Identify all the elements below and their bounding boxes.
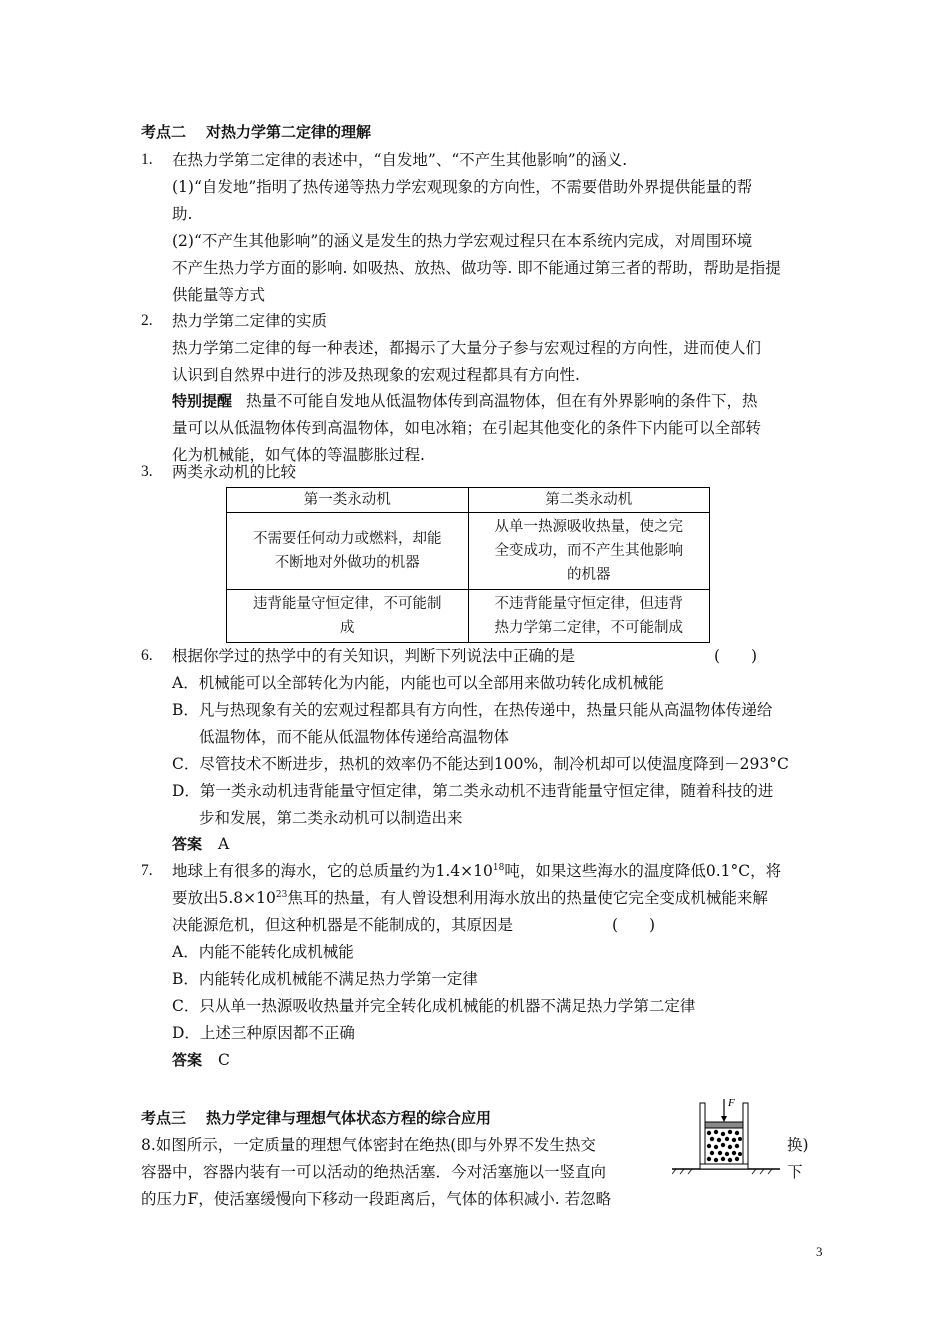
- container-right-wall: [743, 1103, 748, 1169]
- paragraph-line: 化为机械能，如气体的等温膨胀过程.: [172, 446, 425, 464]
- question-stem-line: 决能源危机，但这种机器是不能制成的，其原因是: [172, 916, 514, 934]
- force-arrowhead: [721, 1116, 727, 1122]
- answer-value: C: [218, 1051, 230, 1069]
- question-line: 的压力F，使活塞缓慢向下移动一段距离后，气体的体积减小. 若忽略: [141, 1190, 612, 1208]
- answer-blank: ( ): [714, 647, 758, 665]
- item-number: 3.: [141, 463, 153, 480]
- question-number: 7.: [141, 862, 153, 879]
- table-cell: [468, 590, 710, 643]
- cell-line: 的机器: [567, 567, 611, 583]
- section-number: 考点三: [141, 1109, 187, 1127]
- option-b: B．凡与热现象有关的宏观过程都具有方向性，在热传递中，热量只能从高温物体传递给: [172, 701, 773, 719]
- section-number: 考点二: [141, 123, 187, 141]
- item-title: 在热力学第二定律的表述中，“自发地”、“不产生其他影响”的涵义.: [172, 151, 628, 169]
- table-row: [227, 513, 710, 590]
- paragraph-line: 认识到自然界中进行的涉及热现象的宏观过程都具有方向性.: [172, 366, 580, 384]
- question-line: 8.如图所示，一定质量的理想气体密封在绝热(即与外界不发生热交: [141, 1136, 596, 1154]
- item-title: 两类永动机的比较: [172, 463, 297, 481]
- item-title: 热力学第二定律的实质: [172, 312, 328, 330]
- answer-line: [172, 1050, 230, 1070]
- question-stem-line: [172, 888, 768, 908]
- table-cell: [227, 590, 469, 643]
- question-line-end: 下: [787, 1163, 803, 1181]
- tip-label: 特别提醒: [172, 392, 233, 410]
- section-title: 热力学定律与理想气体状态方程的综合应用: [206, 1109, 492, 1127]
- container-left-wall: [700, 1103, 705, 1169]
- paragraph-line: 不产生热力学方面的影响. 如吸热、放热、做功等. 即不能通过第三者的帮助，帮助是指提: [172, 259, 781, 277]
- table-header-cell: 第一类永动机: [227, 488, 469, 513]
- answer-line: [172, 834, 229, 854]
- option-c: C．只从单一热源吸收热量并完全转化成机械能的机器不满足热力学第二定律: [172, 997, 696, 1015]
- option-a: A．机械能可以全部转化为内能，内能也可以全部用来做功转化成机械能: [172, 674, 664, 692]
- paragraph-line: 量可以从低温物体传到高温物体，如电冰箱；在引起其他变化的条件下内能可以全部转: [172, 419, 762, 437]
- tip-line: [172, 391, 758, 411]
- paragraph-line: (1)“自发地”指明了热传递等热力学宏观现象的方向性，不需要借助外界提供能量的帮: [172, 178, 753, 196]
- cell-line: 全变成功，而不产生其他影响: [494, 543, 683, 559]
- option-a: A．内能不能转化成机械能: [172, 943, 354, 961]
- option-b: B．内能转化成机械能不满足热力学第一定律: [172, 970, 478, 988]
- answer-label: 答案: [172, 1051, 203, 1069]
- paragraph-line: (2)“不产生其他影响”的涵义是发生的热力学宏观过程只在本系统内完成，对周围环境: [172, 232, 753, 250]
- container-bottom: [700, 1164, 748, 1169]
- stem-text: 吨，如果这些海水的温度降低0.1°C，将: [504, 862, 782, 880]
- paragraph-line: 热力学第二定律的每一种表述，都揭示了大量分子参与宏观过程的方向性，进而使人们: [172, 339, 762, 357]
- cell-line: 不违背能量守恒定律，但违背: [494, 596, 683, 612]
- question-stem-line: [172, 861, 781, 881]
- table-header-row: [227, 488, 710, 513]
- question-line-end: 换): [787, 1136, 809, 1154]
- option-d-cont: 步和发展，第二类永动机可以制造出来: [199, 809, 463, 827]
- comparison-table: [226, 487, 710, 643]
- gas-molecules: [707, 1130, 742, 1162]
- answer-value: A: [218, 835, 230, 853]
- item-number: 2.: [141, 312, 153, 329]
- page-number: 3: [816, 1244, 823, 1259]
- question-line: 容器中，容器内装有一可以活动的绝热活塞．今对活塞施以一竖直向: [141, 1163, 607, 1181]
- tip-text: 热量不可能自发地从低温物体传到高温物体，但在有外界影响的条件下，热: [246, 392, 758, 410]
- cell-line: 从单一热源吸收热量，使之完: [494, 519, 683, 535]
- section-heading: [141, 122, 371, 142]
- force-label: F: [728, 1097, 735, 1109]
- cell-line: 不需要任何动力或燃料，却能: [253, 531, 442, 547]
- answer-label: 答案: [172, 835, 203, 853]
- stem-text: 焦耳的热量，有人曾设想利用海水放出的热量使它完全变成机械能来解: [287, 889, 768, 907]
- table-row: [227, 590, 710, 643]
- piston: [705, 1122, 743, 1128]
- option-d: D．第一类永动机违背能量守恒定律，第二类永动机不违背能量守恒定律，随着科技的进: [172, 782, 774, 800]
- table-cell: [227, 513, 469, 590]
- option-b-cont: 低温物体，而不能从低温物体传递给高温物体: [199, 728, 510, 746]
- answer-blank: ( ): [612, 916, 656, 934]
- item-number: 1.: [141, 151, 153, 168]
- option-d: D．上述三种原因都不正确: [172, 1024, 355, 1042]
- exponent: 18: [492, 862, 505, 873]
- section-title: 对热力学第二定律的理解: [206, 123, 372, 141]
- cell-line: 热力学第二定律，不可能制成: [494, 620, 683, 636]
- table-cell: [468, 513, 710, 590]
- option-c: C．尽管技术不断进步，热机的效率仍不能达到100%，制冷机却可以使温度降到－293°C: [172, 755, 789, 773]
- cell-line: 成: [340, 620, 355, 636]
- stem-text: 要放出5.8×10: [172, 889, 276, 907]
- stem-text: 地球上有很多的海水，它的总质量约为1.4×10: [172, 862, 493, 880]
- section-heading: [141, 1108, 491, 1128]
- exponent: 23: [275, 889, 288, 900]
- paragraph-line: 助.: [172, 205, 193, 223]
- question-stem: 根据你学过的热学中的有关知识，判断下列说法中正确的是: [172, 647, 576, 665]
- cell-line: 不断地对外做功的机器: [274, 555, 420, 571]
- paragraph-line: 供能量等方式: [172, 286, 266, 304]
- table-header-cell: 第二类永动机: [468, 488, 710, 513]
- cell-line: 违背能量守恒定律，不可能制: [253, 596, 442, 612]
- question-number: 6.: [141, 647, 153, 664]
- piston-container-figure: [672, 1095, 784, 1175]
